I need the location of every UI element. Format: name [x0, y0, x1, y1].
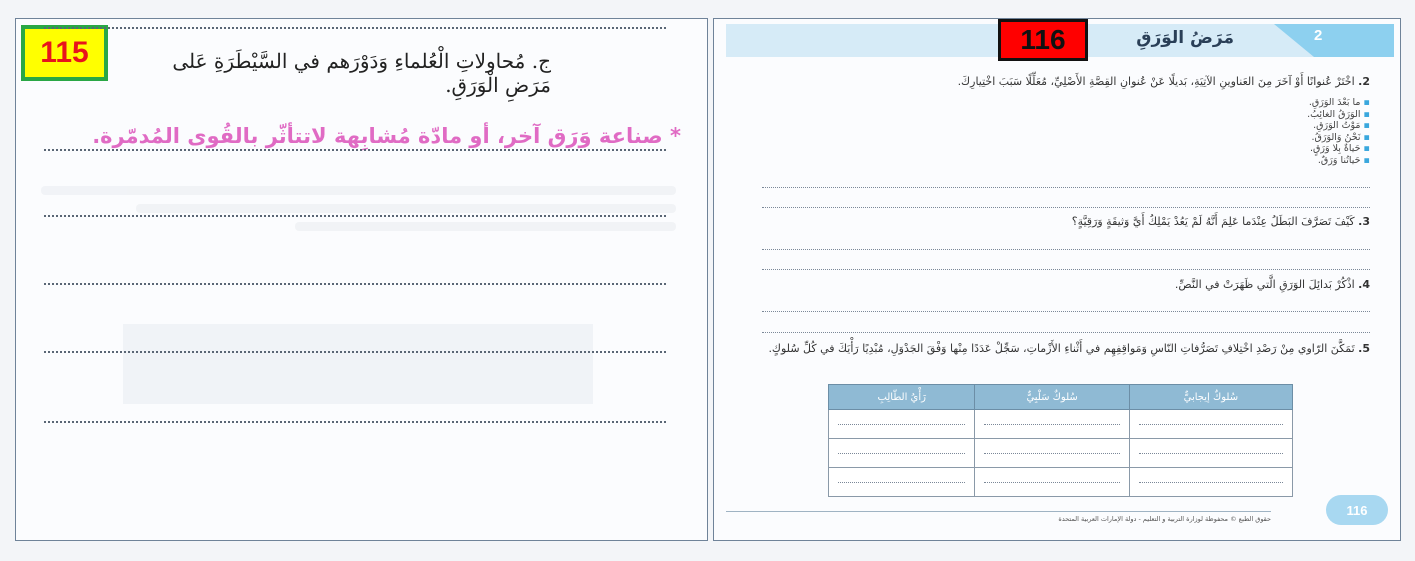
- table-cell[interactable]: [829, 468, 975, 497]
- question-2: [750, 75, 1370, 88]
- question-text: اذْكُرْ بَدائِلَ الوَرَقِ الَّتي ظَهَرَتْ في النَّصِّ.: [1174, 278, 1355, 291]
- list-item: ▪ نَحْنُ وَالوَرَقُ.: [1311, 131, 1370, 143]
- answer-line[interactable]: [762, 269, 1370, 270]
- question-number: 2.: [1358, 75, 1370, 88]
- answer-line[interactable]: [44, 149, 666, 151]
- list-item: ▪ حَياتُنا وَرَقٌ.: [1317, 154, 1370, 166]
- title-options-list: [1210, 97, 1370, 166]
- table-row: [829, 439, 1293, 468]
- answer-line[interactable]: [44, 421, 666, 423]
- table-cell[interactable]: [975, 439, 1129, 468]
- page-number-badge-116: 116: [998, 19, 1088, 61]
- student-answer: * صناعة وَرَق آخر، أو مادّة مُشابِهة لاتتأثّر بالقُوى المُدمّرة.: [92, 124, 681, 148]
- footer-divider: [726, 511, 1271, 512]
- lesson-title: مَرَضُ الوَرَقِ: [1136, 28, 1234, 48]
- faded-background-text: [41, 177, 676, 257]
- behavior-table: [828, 384, 1293, 497]
- copyright-footer: حقوق الطبع © محفوظة لوزارة التربية و التعليم - دولة الإمارات العربية المتحدة: [1058, 515, 1271, 523]
- table-cell[interactable]: [829, 439, 975, 468]
- answer-line[interactable]: [762, 207, 1370, 208]
- table-cell[interactable]: [1129, 468, 1292, 497]
- table-cell[interactable]: [975, 410, 1129, 439]
- question-text: تَمَكَّنَ الرّاوي مِنْ رَصْدِ اخْتِلافِ تَصَرُّفاتِ النّاسِ وَمَواقِفِهِم في أَثْناءِ الأَزْماتِ، سَجِّلْ عَدَدًا مِنْها وَفْقَ الجَدْوَلِ، مُبْدِيًا رَأْيَكَ في كُلِّ سُلوكٍ.: [768, 342, 1355, 355]
- answer-line[interactable]: [762, 249, 1370, 250]
- header-decoration: [1274, 24, 1314, 57]
- answer-line[interactable]: [44, 283, 666, 285]
- answer-line[interactable]: [44, 27, 666, 29]
- worksheet-page-115: [15, 18, 708, 541]
- question-5: 5. تَمَكَّنَ الرّاوي مِنْ رَصْدِ اخْتِلافِ تَصَرُّفاتِ النّاسِ وَمَواقِفِهِم في أَثْناءِ الأَزْماتِ، سَجِّلْ عَدَدًا مِنْها وَفْقَ الجَدْوَلِ، مُبْدِيًا رَأْيَكَ في كُلِّ سُلوكٍ.: [768, 342, 1370, 355]
- question-4: 4. اذْكُرْ بَدائِلَ الوَرَقِ الَّتي ظَهَرَتْ في النَّصِّ.: [1174, 278, 1370, 291]
- page-number-badge-115: 115: [21, 25, 108, 81]
- page-number-pill: 116: [1326, 495, 1388, 525]
- question-c: ج. مُحاولاتِ الْعُلماءِ وَدَوْرَهم في السَّيْطَرَةِ عَلى مَرَضِ الْوَرَقِ.: [172, 49, 551, 97]
- answer-line[interactable]: [44, 351, 666, 353]
- bullet-icon: ▪: [1363, 143, 1370, 154]
- list-item: ▪ الوَرَقُ الغائِبُ.: [1307, 108, 1370, 120]
- textbook-page-116: [713, 18, 1401, 541]
- column-header-negative: سُلوكٌ سَلْبِيٌّ: [975, 385, 1129, 410]
- question-3: 3. كَيْفَ تَصَرَّفَ البَطَلُ عِنْدَما عَلِمَ أَنَّهُ لَمْ يَعُدْ يَمْلِكُ أَيَّ وَثيقَةٍ وَرَقِيَّةٍ؟: [1071, 215, 1370, 228]
- list-item: ▪ ما بَعْدَ الوَرَقِ.: [1308, 97, 1370, 108]
- lesson-number: 2: [1314, 27, 1323, 44]
- question-text: اخْتَرْ عُنوانًا أَوْ آخَرَ مِنَ العَناوينِ الآتِيَةِ، بَديلًا عَنْ عُنوانِ القِصَّةِ الأَصْلِيِّ، مُعَلِّلًا سَبَبَ اخْتِيارِكَ.: [957, 75, 1355, 88]
- bullet-icon: ▪: [1363, 154, 1370, 166]
- column-header-student-opinion: رَأْيُ الطّالِبِ: [829, 385, 975, 410]
- answer-line[interactable]: [762, 311, 1370, 312]
- table-header-row: [829, 385, 1293, 410]
- answer-line[interactable]: [762, 332, 1370, 333]
- bullet-icon: ▪: [1363, 108, 1370, 120]
- answer-line[interactable]: [44, 215, 666, 217]
- table-cell[interactable]: [829, 410, 975, 439]
- bullet-icon: ▪: [1363, 97, 1370, 108]
- table-row: [829, 410, 1293, 439]
- table-cell[interactable]: [1129, 439, 1292, 468]
- list-item: ▪ حَياةٌ بِلا وَرَقٍ.: [1309, 143, 1370, 154]
- column-header-positive: سُلوكٌ إيجابيٌّ: [1129, 385, 1292, 410]
- table-row: [829, 468, 1293, 497]
- table-cell[interactable]: [1129, 410, 1292, 439]
- answer-line[interactable]: [762, 187, 1370, 188]
- list-item: ▪ مَوْتُ الوَرَقِ.: [1313, 120, 1370, 131]
- faded-background-box: [123, 324, 593, 404]
- table-cell[interactable]: [975, 468, 1129, 497]
- question-text: كَيْفَ تَصَرَّفَ البَطَلُ عِنْدَما عَلِمَ أَنَّهُ لَمْ يَعُدْ يَمْلِكُ أَيَّ وَثيقَةٍ وَرَقِيَّةٍ؟: [1071, 215, 1355, 228]
- bullet-icon: ▪: [1363, 131, 1370, 143]
- bullet-icon: ▪: [1363, 120, 1370, 131]
